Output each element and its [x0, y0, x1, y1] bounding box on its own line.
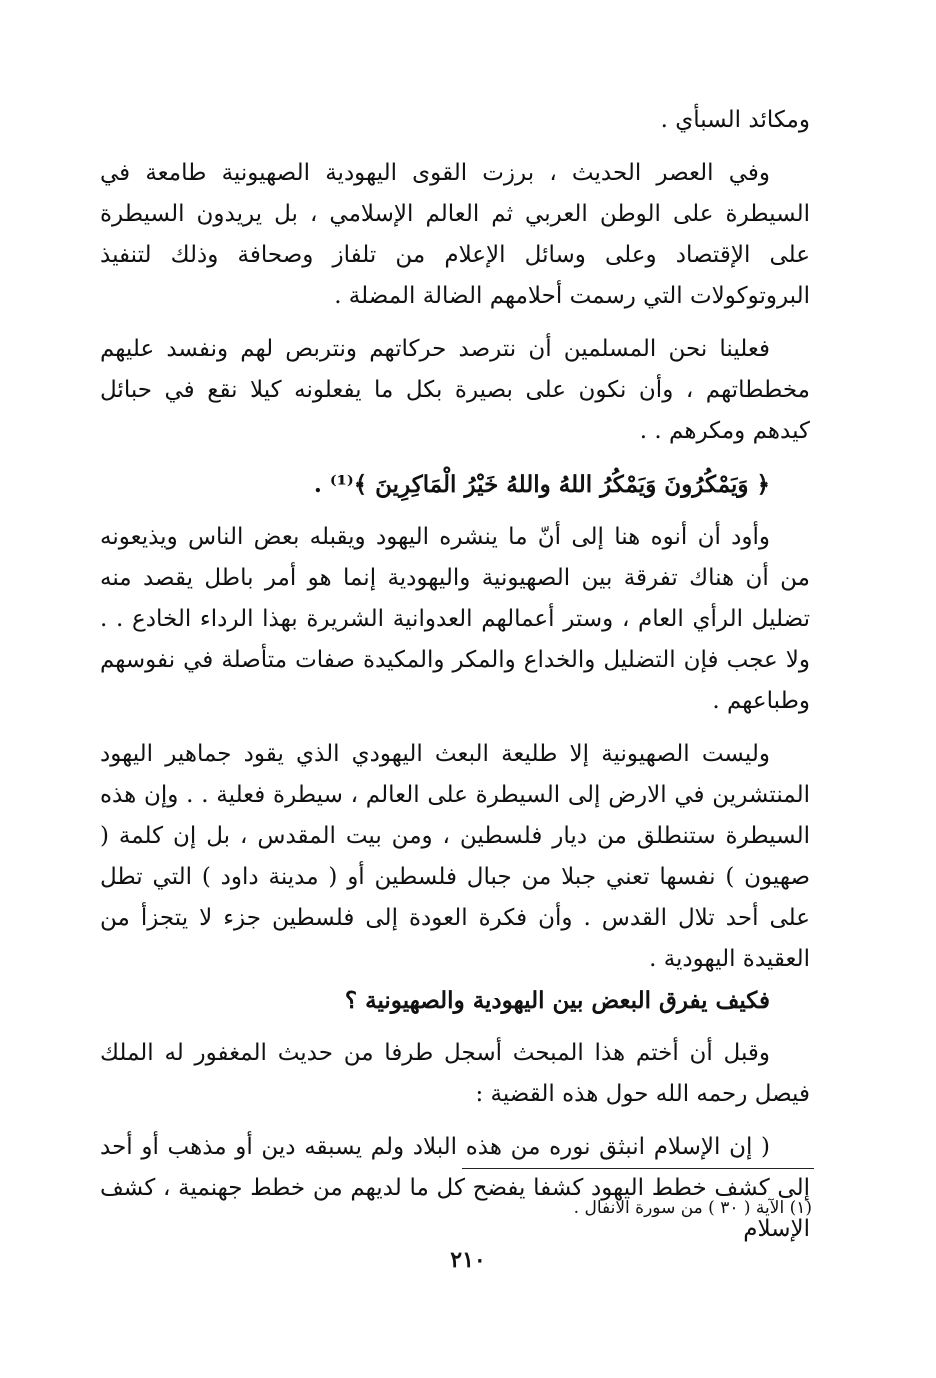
paragraph-zionism-vanguard: وليست الصهيونية إلا طليعة البعث اليهودي الذي يقود جماهير اليهود المنتشرين في الارض إلى السيطرة على العالم ، سيطرة فعلية . . وإن هذه السيطرة ستنطلق من ديار فلسطين ، ومن بيت المقدس ، بل إن كلمة ( صهيون ) نفسها تعني جبلا من جبال فلسطين أو ( مدينة داود ) التي تطل على أحد تلال القدس . وأن فكرة العودة إلى فلسطين جزء لا يتجزأ من العقيدة اليهودية . — [100, 741, 810, 972]
paragraph-king-faisal-intro: وقبل أن أختم هذا المبحث أسجل طرفا من حديث المغفور له الملك فيصل رحمه الله حول هذه القضية : — [100, 1040, 810, 1107]
paragraph-modern-era: وفي العصر الحديث ، برزت القوى اليهودية الصهيونية طامعة في السيطرة على الوطن العربي ثم العالم الإسلامي ، بل يريدون السيطرة على الإقتصاد وعلى وسائل الإعلام من تلفاز وصحافة وذلك لتنفيذ البروتوكولات التي رسمت أحلامهم الضالة المضلة . — [100, 160, 810, 309]
paragraph-quote: ( إن الإسلام انبثق نوره من هذه البلاد ولم يسبقه دين أو مذهب أو أحد إلى كشف خطط اليهود كشفا يفضح كل ما لديهم من خطط جهنمية ، كشف الإسلام — [100, 1134, 810, 1242]
paragraph-zionism-judaism: وأود أن أنوه هنا إلى أنّ ما ينشره اليهود ويقبله بعض الناس ويذيعونه من أن هناك تفرقة بين الصهيونية واليهودية إنما هو أمر باطل يقصد منه تضليل الرأي العام ، وستر أعمالهم العدوانية الشريرة بهذا الرداء الخادع . . ولا عجب فإن التضليل والخداع والمكر والمكيدة صفات متأصلة في نفوسهم وطباعهم . — [100, 524, 810, 714]
quran-verse: ﴿ وَيَمْكُرُونَ وَيَمْكُرُ اللهُ واللهُ خَيْرُ الْمَاكِرِينَ ﴾⁽¹⁾ . — [313, 471, 770, 498]
paragraph-question: فكيف يفرق البعض بين اليهودية والصهيونية ؟ — [344, 987, 770, 1014]
footnote-divider — [462, 1168, 814, 1169]
paragraph-continuation: ومكائد السبأي . — [660, 107, 810, 133]
footnote: (١) الآية ( ٣٠ ) من سورة الانفال . — [573, 1198, 812, 1218]
paragraph-muslims-duty: فعلينا نحن المسلمين أن نترصد حركاتهم ونتربص لهم ونفسد عليهم مخططاتهم ، وأن نكون على بصيرة بكل ما يفعلونه كيلا نقع في حبائل كيدهم ومكرهم . . — [100, 336, 810, 444]
page-number: ٢١٠ — [450, 1247, 486, 1273]
book-page-body — [100, 100, 810, 1250]
